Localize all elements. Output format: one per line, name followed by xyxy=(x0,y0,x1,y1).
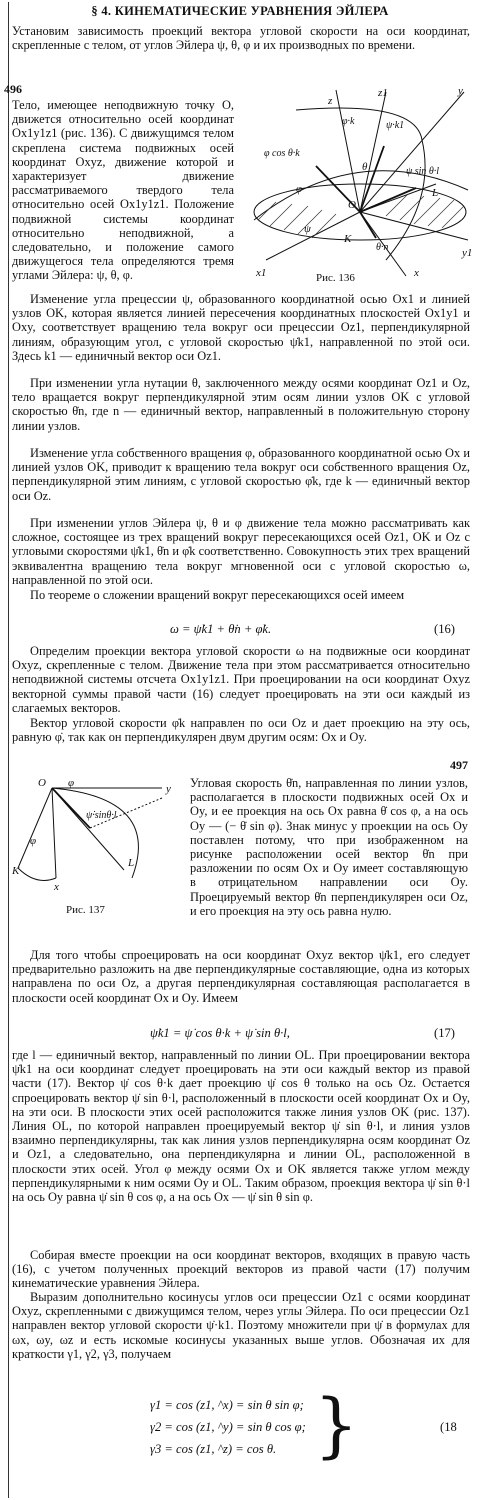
equation-18-brace: } xyxy=(314,1384,359,1466)
fig137-label-x: x xyxy=(54,881,59,893)
paragraph-1: Тело, имеющее неподвижную точку O, движется относительно осей координат Ox1y1z1 (рис. 136). С движущимся телом скреплена система подвижных осей координат Oxyz, движение которой и характеризует движение рассматриваемого твердого тела относительно осей Ox1y1z1. Положение подвижной системы координат относительно неподвижной, а следовательно, и положение самого движущегося тела определяются тремя углами Эйлера: ψ, θ, φ. xyxy=(12,98,234,283)
fig136-label-psi-k1: ψ·k1 xyxy=(386,120,405,131)
fig136-label-y: y xyxy=(458,85,463,97)
paragraph-7: Определим проекции вектора угловой скорости ω на подвижные оси координат Oxyz, скрепленные с телом. Движение тела при этом рассматривается относительно неподвижной системы отсчета Ox1y1z1. При проецировании на оси координат Oxyz векторной суммы правой части (16) следует проецировать на эти оси каждый из слагаемых векторов. xyxy=(12,644,470,715)
fig137-label-K: K xyxy=(12,865,20,877)
paragraph-3: При изменении угла нутации θ, заключенного между осями координат Oz1 и Oz, тело вращается вокруг перпендикулярной этим осям линии узлов OK с угловой скоростью θ̇n, где n — единичный вектор, направленный в положительную сторону линии узлов. xyxy=(12,376,470,433)
fig136-label-K: K xyxy=(344,233,352,245)
fig137-caption: Рис. 137 xyxy=(66,904,105,916)
section-title: § 4. КИНЕМАТИЧЕСКИЕ УРАВНЕНИЯ ЭЙЛЕРА xyxy=(91,4,389,18)
fig136-label-x1: x1 xyxy=(256,267,267,279)
figure-136 xyxy=(236,80,474,280)
equation-16-number: (16) xyxy=(434,622,455,636)
paragraph-12: Собирая вместе проекции на оси координат векторов, входящих в правую часть (16), с учетом полученных проекций векторов из правой части (17) получим кинематические уравнения Эйлера. xyxy=(12,1248,470,1291)
fig136-label-theta: θ xyxy=(362,161,368,173)
paragraph-2: Изменение угла прецессии ψ, образованного координатной осью Ox1 и линией узлов OK, которая является линией пересечения координатных плоскостей Ox1y1 и Oxy, соответствует вращению тела вокруг оси прецессии Oz1, перпендикулярной линиям, образующим угол, с угловой скоростью ψ̇k1, направленной по этой оси. Здесь k1 — единичный вектор оси Oz1. xyxy=(12,292,470,363)
fig137-label-phi-left: φ xyxy=(30,835,37,847)
fig136-label-phi: φ xyxy=(296,183,303,195)
paragraph-13: Выразим дополнительно косинусы углов оси прецессии Oz1 с осями координат Oxyz, скрепленными с движущимся телом, через углы Эйлера. По оси прецессии Oz1 направлен вектор угловой скорости ψ̇·k1. Поэтому множители при ψ̇ в формулах для ωx, ωy, ωz и есть искомые косинусы указанных выше углов. Обозначая их для краткости γ1, γ2, γ3, получаем xyxy=(12,1290,470,1361)
fig136-caption: Рис. 136 xyxy=(316,272,355,284)
page-number-left: 496 xyxy=(4,82,22,96)
paragraph-10: Для того чтобы спроецировать на оси координат Oxyz вектор ψ̇k1, его следует предварительно разложить на две перпендикулярные составляющие, одна из которых направлена по оси Oz, а другая перпендикулярная составляющая располагается в плоскости осей координат Ox и Oy. Имеем xyxy=(12,948,470,1005)
paragraph-9: Угловая скорость θ̇n, направленная по линии узлов, располагается в плоскости подвижных осей Ox и Oy, и ее проекция на ось Ox равна θ̇ cos φ, а на ось Oy — (− θ̇ sin φ). Знак минус у проекции на ось Oy поставлен потому, что при изображенном на рисунке расположении осей вектор θ̇n при разложении по осям Ox и Oy имеет составляющую в отрицательном направлении оси Oy. Проецируемый вектор θ̇n перпендикулярен оси Oz, и его проекция на эту ось равна нулю. xyxy=(190,776,468,918)
paragraph-5: При изменении углов Эйлера ψ, θ и φ движение тела можно рассматривать как сложное, состоящее из трех вращений вокруг пересекающихся осей Oz1, OK и Oz с угловыми скоростями ψ̇k1, θ̇n и φ̇k соответственно. Совокупность этих трех вращений эквивалентна вращению тела вокруг мгновенной оси с угловой скоростью ω, направленной по этой оси. xyxy=(12,516,470,587)
intro-paragraph: Установим зависимость проекций вектора угловой скорости на оси координат, скрепленные с телом, от углов Эйлера ψ, θ, φ и их производных по времени. xyxy=(12,24,470,53)
fig137-label-O: O xyxy=(38,778,46,789)
paragraph-4: Изменение угла собственного вращения φ, образованного координатной осью Ox и линией узлов OK, приводит к вращению тела вокруг оси собственного вращения Oz, перпендикулярной этим линиям, с угловой скоростью φ̇k, где k — единичный вектор оси Oz. xyxy=(12,446,470,503)
fig137-label-L: L xyxy=(128,857,135,869)
fig136-label-x: x xyxy=(414,267,419,279)
paragraph-8: Вектор угловой скорости φ̇k направлен по оси Oz и дает проекцию на эту ось, равную φ̇, так как он перпендикулярен двум другим осям: Ox и Oy. xyxy=(12,716,470,745)
fig137-label-phi-top: φ xyxy=(68,778,75,789)
fig136-label-z1: z1 xyxy=(378,87,388,99)
page-number-right: 497 xyxy=(450,758,468,772)
fig137-label-psisin: ψ̇·sinθ·l xyxy=(86,810,117,821)
fig136-label-theta-n: θ·n xyxy=(376,242,389,253)
fig136-label-phi-k: φ·k xyxy=(342,116,355,127)
fig136-label-psi: ψ xyxy=(304,223,311,235)
equation-18-number: (18 xyxy=(440,1420,457,1434)
fig136-label-y1: y1 xyxy=(462,247,473,259)
fig136-label-z: z xyxy=(328,95,333,107)
fig136-label-psisin: ψ sin θ·l xyxy=(406,166,440,177)
equation-18-line-1: γ1 = cos (z1, ^x) = sin θ sin φ; xyxy=(150,1398,304,1412)
equation-18-line-3: γ3 = cos (z1, ^z) = cos θ. xyxy=(150,1442,277,1456)
equation-17-number: (17) xyxy=(434,1026,455,1040)
equation-18-line-2: γ2 = cos (z1, ^y) = sin θ cos φ; xyxy=(150,1420,306,1434)
fig136-label-phicos: φ cos θ·k xyxy=(264,148,300,159)
equation-16: ω = ψ̇k1 + θ̇n + φ̇k. xyxy=(170,622,272,636)
fig136-label-O: O xyxy=(348,199,356,211)
paragraph-6: По теореме о сложении вращений вокруг пересекающихся осей имеем xyxy=(30,588,405,602)
fig137-label-y: y xyxy=(166,783,171,795)
figure-137 xyxy=(12,778,182,898)
paragraph-11: где l — единичный вектор, направленный по линии OL. При проецировании вектора ψ̇k1 на оси координат следует проецировать на эти оси каждый вектор из правой части (17). Вектор ψ̇ cos θ·k дает проекцию ψ̇ cos θ только на ось Oz. Остается спроецировать вектор ψ̇ sin θ·l, расположенный в плоскости осей координат Ox и Oy, на эти оси. В плоскости этих осей расположится также линия узлов OK (рис. 137). Линия OL, по которой направлен проецируемый вектор ψ̇ sin θ·l, и линия узлов взаимно перпендикулярны, так как линия узлов перпендикулярна осям координат Oz и Oz1, а следовательно, она перпендикулярна и линии OL, расположенной в плоскости этих осей. Угол φ между осями Ox и OK является также углом между перпендикулярными к ним осями Oy и OL. Таким образом, проекция вектора ψ̇ sin θ·l на ось Oy равна ψ̇ sin θ cos φ, а на ось Ox — ψ̇ sin θ sin φ. xyxy=(12,1048,470,1205)
equation-17: ψ̇k1 = ψ̇ cos θ·k + ψ̇ sin θ·l, xyxy=(150,1026,290,1040)
fig136-label-L: L xyxy=(432,187,439,199)
